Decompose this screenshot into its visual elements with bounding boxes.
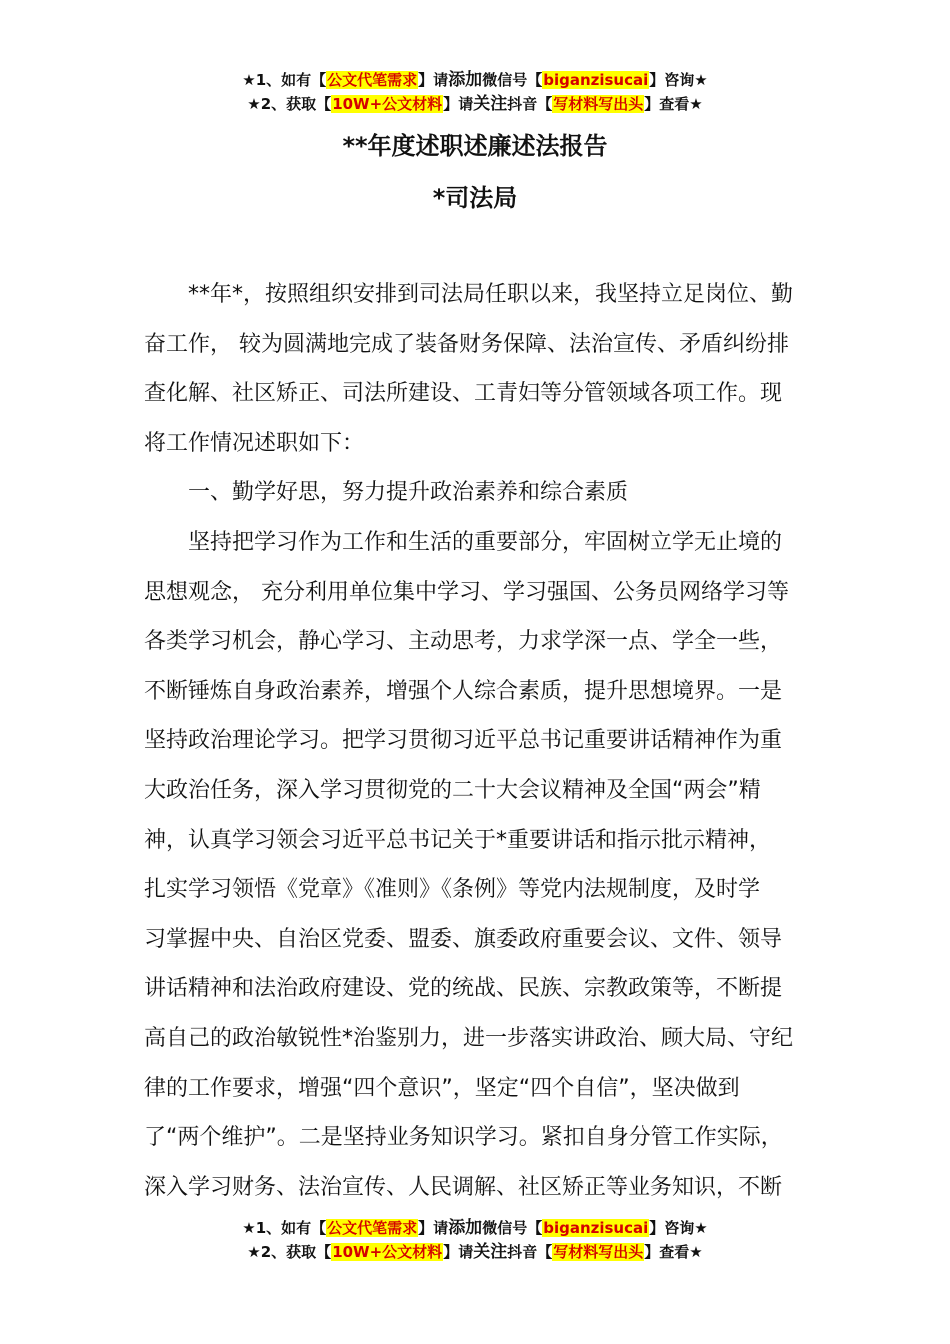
body-line: 思想观念， 充分利用单位集中学习、学习强国、公务员网络学习等 bbox=[144, 579, 789, 605]
banner-text: 抖音【 bbox=[507, 95, 553, 113]
banner-text: 抖音【 bbox=[507, 1243, 553, 1261]
banner-text: 】请 bbox=[443, 95, 474, 113]
banner-text: 】咨询★ bbox=[649, 1219, 708, 1237]
body-line: 查化解、社区矫正、司法所建设、工青妇等分管领域各项工作。现 bbox=[144, 381, 783, 407]
body-line: 坚持政治理论学习。把学习贯彻习近平总书记重要讲话精神作为重 bbox=[144, 728, 783, 754]
banner-emphasis: 关注 bbox=[473, 94, 508, 114]
banner-line-1 bbox=[0, 68, 950, 92]
banner-text: 】咨询★ bbox=[649, 71, 708, 89]
banner-text: 】请 bbox=[418, 71, 449, 89]
banner-wechat-id: biganzisucai bbox=[543, 71, 649, 89]
body-line: 不断锤炼自身政治素养，增强个人综合素质，提升思想境界。一是 bbox=[144, 678, 783, 704]
banner-text: ★1、如有【 bbox=[242, 1219, 327, 1237]
banner-emphasis: 添加 bbox=[448, 1218, 483, 1238]
banner-line-2 bbox=[0, 1240, 950, 1264]
banner-text: 】查看★ bbox=[644, 1243, 703, 1261]
body-line: 奋工作， 较为圆满地完成了装备财务保障、法治宣传、矛盾纠纷排 bbox=[144, 331, 789, 357]
banner-text: 】请 bbox=[418, 1219, 449, 1237]
banner-text: ★2、获取【 bbox=[247, 95, 332, 113]
section-heading: 一、勤学好思，努力提升政治素养和综合素质 bbox=[188, 480, 629, 506]
banner-text: 微信号【 bbox=[482, 1219, 543, 1237]
body-line: 扎实学习领悟《党章》《准则》《条例》等党内法规制度，及时学 bbox=[144, 877, 761, 903]
banner-emphasis: 添加 bbox=[448, 70, 483, 90]
banner-text: ★2、获取【 bbox=[247, 1243, 332, 1261]
banner-text: 微信号【 bbox=[482, 71, 543, 89]
body-line: 讲话精神和法治政府建设、党的统战、民族、宗教政策等，不断提 bbox=[144, 976, 783, 1002]
banner-highlight: 10W+公文材料 bbox=[332, 95, 443, 113]
body-line: 各类学习机会，静心学习、主动思考，力求学深一点、学全一些， bbox=[144, 629, 783, 655]
body-line: 习掌握中央、自治区党委、盟委、旗委政府重要会议、文件、领导 bbox=[144, 926, 783, 952]
banner-highlight: 公文代笔需求 bbox=[327, 71, 418, 89]
body-line: 大政治任务，深入学习贯彻党的二十大会议精神及全国“两会”精 bbox=[144, 777, 761, 803]
body-line: 深入学习财务、法治宣传、人民调解、社区矫正等业务知识，不断 bbox=[144, 1174, 783, 1200]
banner-line-2 bbox=[0, 92, 950, 116]
bottom-banner bbox=[0, 1216, 950, 1264]
banner-text: ★1、如有【 bbox=[242, 71, 327, 89]
body-line: 了“两个维护”。二是坚持业务知识学习。紧扣自身分管工作实际， bbox=[144, 1125, 783, 1151]
banner-emphasis: 关注 bbox=[473, 1242, 508, 1262]
banner-highlight: 公文代笔需求 bbox=[327, 1219, 418, 1237]
body-line: 坚持把学习作为工作和生活的重要部分，牢固树立学无止境的 bbox=[188, 529, 783, 555]
banner-line-1 bbox=[0, 1216, 950, 1240]
body-line: 神，认真学习领会习近平总书记关于*重要讲话和指示批示精神， bbox=[144, 827, 772, 853]
body-line: 高自己的政治敏锐性*治鉴别力，进一步落实讲政治、顾大局、守纪 bbox=[144, 1025, 794, 1051]
banner-text: 】查看★ bbox=[644, 95, 703, 113]
banner-wechat-id: biganzisucai bbox=[543, 1219, 649, 1237]
document-title: **年度述职述廉述法报告 bbox=[342, 132, 608, 160]
banner-douyin-id: 写材料写出头 bbox=[553, 95, 644, 113]
body-line: 将工作情况述职如下： bbox=[144, 430, 365, 456]
banner-douyin-id: 写材料写出头 bbox=[553, 1243, 644, 1261]
body-line: **年*，按照组织安排到司法局任职以来，我坚持立足岗位、勤 bbox=[188, 282, 794, 307]
top-banner bbox=[0, 68, 950, 116]
banner-highlight: 10W+公文材料 bbox=[332, 1243, 443, 1261]
body-line: 律的工作要求，增强“四个意识”，坚定“四个自信”，坚决做到 bbox=[144, 1075, 740, 1101]
banner-text: 】请 bbox=[443, 1243, 474, 1261]
document-body bbox=[144, 270, 810, 1212]
document-subtitle: *司法局 bbox=[432, 184, 518, 212]
